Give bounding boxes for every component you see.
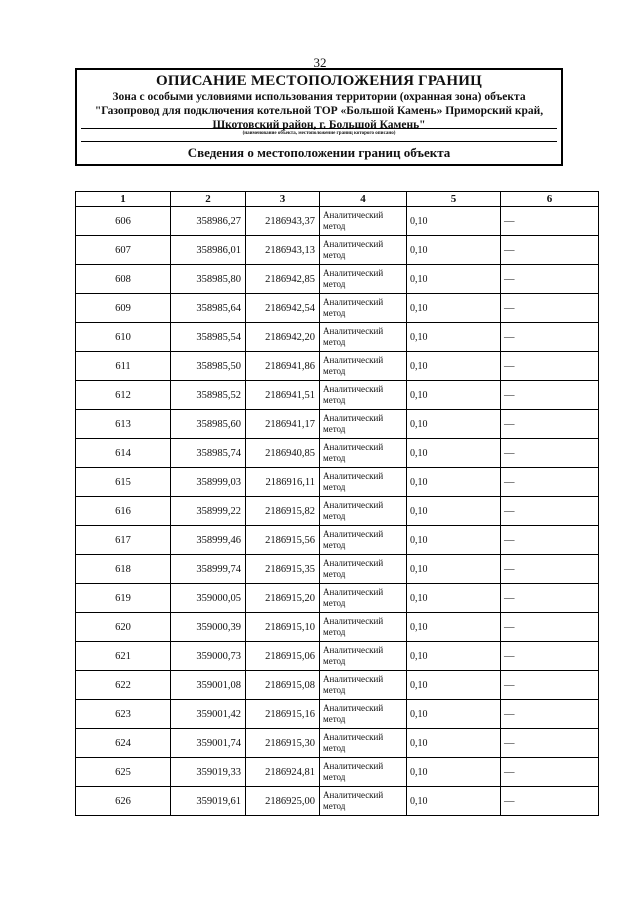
coordinate-y: 2186915,82	[246, 497, 320, 526]
coordinate-x: 359001,74	[171, 729, 246, 758]
accuracy-value: 0,10	[407, 613, 501, 642]
table-row	[76, 236, 599, 265]
point-number: 612	[76, 381, 171, 410]
point-number: 623	[76, 700, 171, 729]
boundary-description: —	[501, 787, 599, 816]
accuracy-value: 0,10	[407, 758, 501, 787]
table-row	[76, 526, 599, 555]
coordinate-y: 2186916,11	[246, 468, 320, 497]
table-row	[76, 410, 599, 439]
coordinate-y: 2186941,86	[246, 352, 320, 381]
coordinate-y: 2186941,51	[246, 381, 320, 410]
point-number: 625	[76, 758, 171, 787]
determination-method: Аналитический метод	[320, 265, 407, 294]
boundary-description: —	[501, 526, 599, 555]
table-row	[76, 439, 599, 468]
determination-method: Аналитический метод	[320, 526, 407, 555]
object-description-line-2: "Газопровод для подключения котельной ТОР «Большой Камень» Приморский край,	[94, 105, 544, 117]
coordinate-x: 358986,27	[171, 207, 246, 236]
determination-method: Аналитический метод	[320, 410, 407, 439]
coordinate-y: 2186915,16	[246, 700, 320, 729]
accuracy-value: 0,10	[407, 468, 501, 497]
boundary-description: —	[501, 642, 599, 671]
table-row	[76, 265, 599, 294]
determination-method: Аналитический метод	[320, 758, 407, 787]
coordinate-x: 358985,50	[171, 352, 246, 381]
document-header	[75, 68, 563, 166]
coordinate-x: 359019,33	[171, 758, 246, 787]
table-row	[76, 700, 599, 729]
boundary-description: —	[501, 468, 599, 497]
boundary-description: —	[501, 207, 599, 236]
header-divider	[81, 128, 557, 129]
table-row	[76, 294, 599, 323]
table-row	[76, 207, 599, 236]
coordinate-y: 2186915,20	[246, 584, 320, 613]
coordinate-y: 2186942,20	[246, 323, 320, 352]
point-number: 620	[76, 613, 171, 642]
header-caption: (наименование объекта, местоположение границ которого описано)	[242, 131, 396, 136]
coordinate-y: 2186915,56	[246, 526, 320, 555]
coordinate-x: 358985,80	[171, 265, 246, 294]
accuracy-value: 0,10	[407, 207, 501, 236]
table-row	[76, 497, 599, 526]
coordinate-x: 358985,74	[171, 439, 246, 468]
accuracy-value: 0,10	[407, 236, 501, 265]
point-number: 608	[76, 265, 171, 294]
coordinate-y: 2186942,85	[246, 265, 320, 294]
point-number: 617	[76, 526, 171, 555]
determination-method: Аналитический метод	[320, 207, 407, 236]
point-number: 621	[76, 642, 171, 671]
boundary-description: —	[501, 439, 599, 468]
point-number: 611	[76, 352, 171, 381]
accuracy-value: 0,10	[407, 497, 501, 526]
point-number: 614	[76, 439, 171, 468]
table-row	[76, 671, 599, 700]
point-number: 610	[76, 323, 171, 352]
determination-method: Аналитический метод	[320, 468, 407, 497]
coordinate-y: 2186941,17	[246, 410, 320, 439]
table-header-row	[76, 192, 599, 207]
column-header: 2	[171, 192, 246, 207]
coordinate-x: 358999,74	[171, 555, 246, 584]
accuracy-value: 0,10	[407, 323, 501, 352]
determination-method: Аналитический метод	[320, 700, 407, 729]
coordinate-x: 358985,60	[171, 410, 246, 439]
table-row	[76, 613, 599, 642]
coordinate-x: 359001,42	[171, 700, 246, 729]
section-title: Сведения о местоположении границ объекта	[187, 145, 451, 160]
column-header: 4	[320, 192, 407, 207]
boundary-description: —	[501, 700, 599, 729]
boundary-description: —	[501, 236, 599, 265]
boundary-description: —	[501, 584, 599, 613]
boundary-description: —	[501, 729, 599, 758]
boundary-description: —	[501, 758, 599, 787]
coordinate-y: 2186925,00	[246, 787, 320, 816]
accuracy-value: 0,10	[407, 526, 501, 555]
determination-method: Аналитический метод	[320, 236, 407, 265]
boundary-description: —	[501, 323, 599, 352]
table-row	[76, 584, 599, 613]
column-header: 5	[407, 192, 501, 207]
accuracy-value: 0,10	[407, 410, 501, 439]
column-header: 6	[501, 192, 599, 207]
accuracy-value: 0,10	[407, 787, 501, 816]
accuracy-value: 0,10	[407, 555, 501, 584]
point-number: 618	[76, 555, 171, 584]
determination-method: Аналитический метод	[320, 294, 407, 323]
coordinate-x: 359000,39	[171, 613, 246, 642]
determination-method: Аналитический метод	[320, 671, 407, 700]
page-number: 32	[313, 55, 327, 70]
coordinate-x: 358985,52	[171, 381, 246, 410]
boundary-description: —	[501, 497, 599, 526]
object-description-line-1: Зона с особыми условиями использования территории (охранная зона) объекта	[112, 91, 526, 103]
coordinate-x: 359019,61	[171, 787, 246, 816]
coordinate-y: 2186940,85	[246, 439, 320, 468]
table-body	[76, 207, 599, 816]
accuracy-value: 0,10	[407, 671, 501, 700]
determination-method: Аналитический метод	[320, 439, 407, 468]
coordinate-y: 2186915,30	[246, 729, 320, 758]
coordinate-y: 2186915,06	[246, 642, 320, 671]
coordinate-y: 2186943,13	[246, 236, 320, 265]
boundary-description: —	[501, 671, 599, 700]
determination-method: Аналитический метод	[320, 323, 407, 352]
column-header: 3	[246, 192, 320, 207]
table-row	[76, 787, 599, 816]
accuracy-value: 0,10	[407, 352, 501, 381]
table-row	[76, 758, 599, 787]
accuracy-value: 0,10	[407, 439, 501, 468]
table-row	[76, 729, 599, 758]
determination-method: Аналитический метод	[320, 787, 407, 816]
determination-method: Аналитический метод	[320, 381, 407, 410]
coordinate-x: 358985,64	[171, 294, 246, 323]
accuracy-value: 0,10	[407, 700, 501, 729]
determination-method: Аналитический метод	[320, 584, 407, 613]
coordinate-x: 359000,05	[171, 584, 246, 613]
coordinate-y: 2186915,08	[246, 671, 320, 700]
accuracy-value: 0,10	[407, 729, 501, 758]
table-row	[76, 555, 599, 584]
boundary-description: —	[501, 352, 599, 381]
coordinate-y: 2186942,54	[246, 294, 320, 323]
header-divider	[81, 141, 557, 142]
coordinate-x: 359001,08	[171, 671, 246, 700]
boundary-description: —	[501, 410, 599, 439]
point-number: 607	[76, 236, 171, 265]
coordinate-x: 358999,03	[171, 468, 246, 497]
coordinate-x: 358999,46	[171, 526, 246, 555]
column-header: 1	[76, 192, 171, 207]
accuracy-value: 0,10	[407, 381, 501, 410]
determination-method: Аналитический метод	[320, 497, 407, 526]
coordinate-x: 359000,73	[171, 642, 246, 671]
table-row	[76, 352, 599, 381]
table-row	[76, 468, 599, 497]
coordinate-y: 2186943,37	[246, 207, 320, 236]
accuracy-value: 0,10	[407, 642, 501, 671]
determination-method: Аналитический метод	[320, 352, 407, 381]
boundary-description: —	[501, 381, 599, 410]
coordinate-y: 2186915,10	[246, 613, 320, 642]
accuracy-value: 0,10	[407, 265, 501, 294]
coordinates-table	[75, 191, 599, 816]
determination-method: Аналитический метод	[320, 729, 407, 758]
coordinate-y: 2186915,35	[246, 555, 320, 584]
boundary-description: —	[501, 555, 599, 584]
point-number: 622	[76, 671, 171, 700]
coordinate-x: 358999,22	[171, 497, 246, 526]
determination-method: Аналитический метод	[320, 555, 407, 584]
point-number: 619	[76, 584, 171, 613]
coordinate-y: 2186924,81	[246, 758, 320, 787]
coordinate-x: 358986,01	[171, 236, 246, 265]
point-number: 615	[76, 468, 171, 497]
boundary-description: —	[501, 265, 599, 294]
point-number: 624	[76, 729, 171, 758]
accuracy-value: 0,10	[407, 584, 501, 613]
determination-method: Аналитический метод	[320, 613, 407, 642]
table-row	[76, 381, 599, 410]
point-number: 613	[76, 410, 171, 439]
accuracy-value: 0,10	[407, 294, 501, 323]
coordinate-x: 358985,54	[171, 323, 246, 352]
table-row	[76, 323, 599, 352]
point-number: 616	[76, 497, 171, 526]
document-title: ОПИСАНИЕ МЕСТОПОЛОЖЕНИЯ ГРАНИЦ	[156, 73, 482, 89]
point-number: 626	[76, 787, 171, 816]
object-description-line-3: Шкотовский район, г. Большой Камень"	[212, 119, 426, 131]
point-number: 609	[76, 294, 171, 323]
boundary-description: —	[501, 294, 599, 323]
determination-method: Аналитический метод	[320, 642, 407, 671]
table-row	[76, 642, 599, 671]
boundary-description: —	[501, 613, 599, 642]
point-number: 606	[76, 207, 171, 236]
